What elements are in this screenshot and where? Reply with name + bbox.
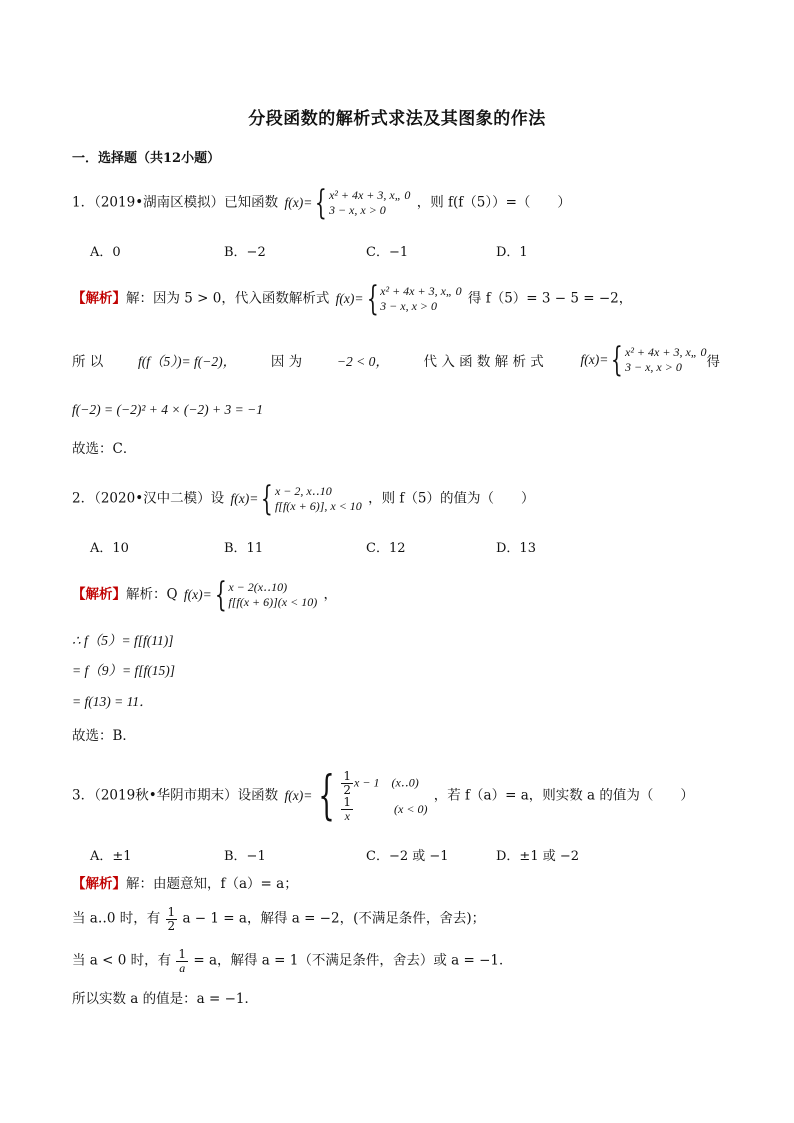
q1-answer: 故选：C． xyxy=(72,441,137,457)
q2-option-b: B．11 xyxy=(224,541,264,556)
q1-tail: ，则 f(f（5））=（ ） xyxy=(416,194,571,211)
q1-solution-3: f(−2) = (−2)² + 4 × (−2) + 3 = −1 xyxy=(72,402,264,417)
q1-fx: f(x)= xyxy=(284,194,313,210)
q3-frac1-den: 2 xyxy=(343,782,352,797)
q3-frac1-num: 1 xyxy=(343,769,352,783)
q2-option-a: A．10 xyxy=(90,541,129,556)
q1-sol2-word-5: 代 入 函 数 解 析 式 xyxy=(423,354,544,370)
q3-sol2-post: a − 1 = a，解得 a = −2，(不满足条件，舍去)； xyxy=(182,910,486,927)
q2-piecewise xyxy=(230,479,362,519)
q1-case-2: 3 − x, x > 0 xyxy=(328,203,386,217)
q3-case-2-tail: (x < 0) xyxy=(394,801,428,816)
q1-case-1: x² + 4x + 3, x„ 0 xyxy=(328,188,411,202)
q2-sol-post: ， xyxy=(323,586,337,603)
q2-sol-cases xyxy=(228,580,317,610)
q3-case-2 xyxy=(340,796,427,822)
q2-sol-fx: f(x)= xyxy=(183,586,212,602)
q3-sol3-num: 1 xyxy=(178,947,187,961)
q3-tail: ，若 f（a）= a，则实数 a 的值为（ ） xyxy=(433,787,694,804)
q3-option-b: B．−1 xyxy=(224,849,266,864)
question-2 xyxy=(72,479,535,519)
q3-fx: f(x)= xyxy=(284,788,313,804)
q2-tail: ，则 f（5）的值为（ ） xyxy=(368,490,535,507)
q1-sol2-piecewise xyxy=(580,340,720,380)
q3-sol3-den: a xyxy=(179,960,186,975)
q1-sol2-case-1: x² + 4x + 3, x„ 0 xyxy=(625,345,707,359)
q1-brace: { xyxy=(315,183,328,223)
q3-sol2-fraction xyxy=(166,906,178,932)
q2-step-2: = f（9）= f[f(15)] xyxy=(72,663,175,678)
q1-sol1-post: 得 f（5）= 3 − 5 = −2， xyxy=(467,290,633,307)
q3-sol3-post: = a，解得 a = 1（不满足条件，舍去）或 a = −1． xyxy=(193,952,513,969)
q2-sol-case-1: x − 2(x‥10) xyxy=(228,580,288,594)
q1-option-c: C．−1 xyxy=(366,245,409,260)
q3-solution-3 xyxy=(72,948,512,974)
q3-piecewise xyxy=(284,766,428,827)
q3-sol1: 解：由题意知，f（a）= a； xyxy=(126,876,298,892)
q2-option-c: C．12 xyxy=(366,541,406,556)
q1-sol2-word-6: 得 xyxy=(706,354,720,370)
q2-fx: f(x)= xyxy=(230,490,259,506)
q2-sol-case-2: f[f(x + 6)](x < 10) xyxy=(228,595,318,609)
q1-sol2-word-2: f(f（5）)= f(−2)， xyxy=(138,354,237,369)
q3-sol3-fraction xyxy=(176,948,188,974)
q1-jiexi-tag: 【解析】 xyxy=(72,290,126,307)
q3-sol2-pre: 当 a‥0 时，有 xyxy=(72,910,161,927)
q1-sol2-fx: f(x)= xyxy=(580,352,609,367)
section-heading: 一．选择题（共12小题） xyxy=(72,151,221,166)
q1-piecewise xyxy=(284,183,411,223)
q2-sol-brace: { xyxy=(214,575,227,615)
q1-sol1-piecewise xyxy=(335,279,462,319)
q3-cases xyxy=(340,770,427,822)
q3-brace: { xyxy=(318,766,336,827)
q3-option-a: A．±1 xyxy=(90,849,132,864)
q3-case-1-fraction xyxy=(341,770,353,796)
q1-sol2-word-4: −2 < 0， xyxy=(336,354,389,369)
q2-lead: 2．（2020•汉中二模）设 xyxy=(72,490,225,507)
q2-brace: { xyxy=(261,479,274,519)
q3-jiexi-tag: 【解析】 xyxy=(72,876,126,892)
q2-case-1: x − 2, x‥10 xyxy=(274,484,332,498)
q3-case-2-fraction xyxy=(341,796,353,822)
q1-sol1-cases xyxy=(380,284,461,314)
q2-answer: 故选：B． xyxy=(72,728,136,744)
q2-solution xyxy=(72,575,337,615)
q1-sol1-case-2: 3 − x, x > 0 xyxy=(380,299,438,313)
q2-step-3: = f(13) = 11． xyxy=(72,694,153,709)
q3-case-1-tail: x − 1 (x‥0) xyxy=(354,775,419,790)
q3-solution-4: 所以实数 a 的值是：a = −1． xyxy=(72,991,258,1007)
q2-jiexi-tag: 【解析】 xyxy=(72,586,126,603)
q1-option-a: A．0 xyxy=(90,245,121,260)
page-title: 分段函数的解析式求法及其图象的作法 xyxy=(248,109,546,129)
q2-sol-piecewise xyxy=(183,575,318,615)
question-3 xyxy=(72,766,694,827)
q1-lead: 1．（2019•湖南区模拟）已知函数 xyxy=(72,194,279,211)
q1-sol1-case-1: x² + 4x + 3, x„ 0 xyxy=(380,284,462,298)
q3-option-d: D．±1 或 −2 xyxy=(496,849,580,864)
q2-sol-pre: 解析：Q xyxy=(126,586,178,603)
q2-option-d: D．13 xyxy=(496,541,536,556)
q1-sol2-word-1: 所 以 xyxy=(72,354,104,370)
q2-case-2: f[f(x + 6)], x < 10 xyxy=(274,499,362,513)
question-1 xyxy=(72,183,571,223)
q1-sol2-brace: { xyxy=(611,340,624,380)
q1-sol1-pre: 解：因为 5 > 0，代入函数解析式 xyxy=(126,290,330,307)
q3-lead: 3．（2019秋•华阴市期末）设函数 xyxy=(72,787,279,804)
q2-step-1: ∴ f（5）= f[f(11)] xyxy=(72,633,174,648)
q1-option-b: B．−2 xyxy=(224,245,266,260)
q3-sol3-pre: 当 a < 0 时，有 xyxy=(72,952,172,969)
q1-sol2-case-2: 3 − x, x > 0 xyxy=(625,360,682,374)
q1-option-d: D．1 xyxy=(496,245,528,260)
q1-solution-1 xyxy=(72,279,633,319)
q1-sol1-brace: { xyxy=(366,279,379,319)
q1-sol1-fx: f(x)= xyxy=(335,290,364,306)
q3-frac2-num: 1 xyxy=(343,795,352,810)
q1-solution-2 xyxy=(72,340,722,380)
q3-sol2-den: 2 xyxy=(167,918,176,933)
q3-sol2-num: 1 xyxy=(167,905,176,919)
q3-frac2-den: x xyxy=(344,808,350,823)
q1-sol2-word-3: 因 为 xyxy=(270,354,303,370)
q3-case-1 xyxy=(340,770,427,796)
q2-cases xyxy=(275,484,362,514)
q3-solution-2 xyxy=(72,906,485,932)
q3-option-c: C．−2 或 −1 xyxy=(366,849,449,864)
q1-cases xyxy=(329,188,410,218)
q3-solution-1 xyxy=(72,876,298,892)
q1-sol2-cases xyxy=(625,345,706,375)
